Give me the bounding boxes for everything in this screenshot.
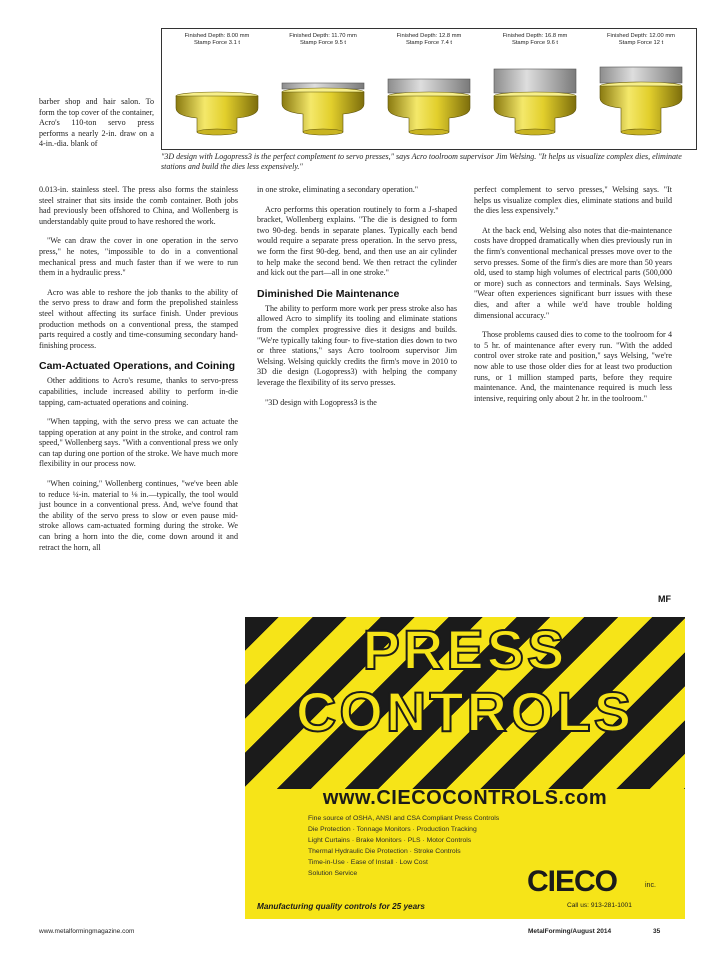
ad-headline-press: PRESS [362, 618, 568, 681]
ad-headline-controls: CONTROLS [295, 680, 635, 743]
die-base [515, 129, 555, 135]
stage-force-label: Stamp Force 12 t [618, 40, 664, 46]
die-bowl [282, 92, 364, 132]
paragraph: Those problems caused dies to come to the toolroom for 4 to 5 hr. of maintenance after every run. "With the added control over stroke rate and position," says Welsing, "we're now able to use those older dies for at least two production runs, or 1 million stamped parts, before they require maintenance. And, the maintenance required is much less intensive, requiring only about 2 hr. in the toolroom." [474, 330, 672, 403]
stage-depth-label: Finished Depth: 16.8 mm [502, 33, 568, 39]
paragraph: Acro performs this operation routinely to form a J-shaped bracket, Wollenberg explains. "The die is designed to form two 90-deg. bends in separate planes. Typically each bend would require a separate press operation. In the servo press, we form the first 90-deg. bend, and then use an air cylinder to help make the second bend. We then retract the cylinder and kick out the part—all in one stroke." [257, 204, 457, 278]
paragraph: perfect complement to servo presses," Welsing says. "It helps us visualize complex dies, eliminate stations and build the dies less expensively." [474, 185, 672, 216]
ad-feature-line: Time-in-Use · Ease of Install · Low Cost [308, 859, 428, 866]
paragraph: At the back end, Welsing also notes that die-maintenance costs have dropped dramatically when dies previously run in the firm's conventional mechanical presses move over to the servo presses. Some of the firm's dies are more than 50 years old, used to stamp high volumes of electrical parts (500,000 or more) such as connectors and terminals. Says Welsing, "Wear often experiences significant burr issues with these dies, and after a while we'd have trouble holding dimensional accuracy." [474, 225, 672, 320]
stage-force-label: Stamp Force 9.6 t [511, 40, 559, 46]
die-stage-shape [378, 49, 480, 143]
stage-depth-label: Finished Depth: 12.00 mm [607, 33, 675, 39]
paragraph: barber shop and hair salon. To form the top cover of the container, Acro's 110-ton servo press performs a nearly 2-in. draw on a 4-in.-dia. blank of [39, 97, 154, 149]
ad-feature-line: Die Protection · Tonnage Monitors · Production Tracking [308, 826, 477, 833]
column-1-top [39, 97, 154, 150]
paragraph: "3D design with Logopress3 is the [265, 397, 377, 407]
die-stage [590, 33, 692, 145]
stage-force-label: Stamp Force 9.5 t [299, 40, 347, 46]
paragraph: in one stroke, eliminating a secondary operation." [257, 185, 419, 194]
column-2 [257, 185, 457, 417]
die-top-section [388, 79, 470, 93]
die-bowl [494, 96, 576, 132]
section-heading: Cam-Actuated Operations, and Coining [39, 360, 236, 373]
die-design-figure [161, 28, 697, 150]
die-stage [484, 33, 586, 145]
stage-force-label: Stamp Force 7.4 t [405, 40, 453, 46]
die-base [197, 129, 237, 135]
press-controls-ad[interactable] [245, 617, 685, 919]
paragraph: "We can draw the cover in one operation in the servo press," he notes, "impossible to do in a conventional mechanical press and much faster than if we were to run them in a hydraulic press." [39, 236, 238, 278]
stage-force-label: Stamp Force 3.1 t [193, 40, 241, 46]
section-heading: Diminished Die Maintenance [257, 287, 400, 300]
die-top-section [494, 69, 576, 93]
stage-label [484, 33, 586, 47]
paragraph: "When tapping, with the servo press we can actuate the tapping operation at any point in the stroke, and control ram speed," Wollenberg says. "With a conventional press we only can tap during one portion of the stroke. We have much more flexibility in our process now. [39, 417, 238, 469]
die-stage-shape [166, 49, 268, 143]
die-base [303, 129, 343, 135]
die-stage-shape [484, 49, 586, 143]
ad-feature-line: Light Curtains · Brake Monitors · PLS · Motor Controls [308, 837, 472, 844]
footer-issue: MetalForming/August 2014 [528, 928, 612, 935]
stage-depth-label: Finished Depth: 8.00 mm [184, 33, 250, 39]
paragraph: "When coining," Wollenberg continues, "we've been able to reduce ¼-in. material to ⅛ in.—typically, the tool would just bounce in a conventional press. And, we've found that the ability of the servo press to slow or even pause mid-stroke allows cam-actuated forming during the stroke. We can bring a horn into the die, come down around it and retract the horn, all [39, 479, 238, 552]
die-bowl [176, 96, 258, 132]
cieco-logo-inc: inc. [645, 882, 656, 889]
stage-label [166, 33, 268, 47]
die-stage [166, 33, 268, 145]
ad-feature-line: Fine source of OSHA, ANSI and CSA Compliant Press Controls [308, 815, 500, 822]
stage-depth-label: Finished Depth: 11.70 mm [289, 33, 357, 39]
paragraph: The ability to perform more work per press stroke also has allowed Acro to simplify its tooling and eliminate stations from the complex progressive dies it designs and builds. "We're typically taking four- to five-station dies down to two or three stations," says Acro toolroom supervisor Jim Welsing. Welsing quickly credits the firm's move in 2010 to 3D die design (Logopress3) with helping the company leverage the flexibility of its servo presses. [257, 303, 457, 387]
cieco-logo: CIECO [527, 865, 618, 898]
paragraph: 0.013-in. stainless steel. The press also forms the stainless steel strainer that sits inside the comb container. Both jobs had previously been offshored to China, and Wollenberg is understandably quite proud to have reshored the work. [39, 185, 238, 226]
die-bowl [600, 86, 682, 132]
die-base [409, 129, 449, 135]
die-top-section [600, 67, 682, 83]
die-bowl [388, 96, 470, 132]
column-1 [39, 185, 238, 562]
die-stage [272, 33, 374, 145]
die-stage-shape [590, 49, 692, 143]
ad-phone: Call us: 913-281-1001 [567, 902, 632, 909]
stage-label [590, 33, 692, 47]
stage-depth-label: Finished Depth: 12.8 mm [396, 33, 462, 39]
column-3 [474, 185, 672, 413]
ad-feature-line: Solution Service [308, 870, 358, 877]
ad-url[interactable]: www.CIECOCONTROLS.com [322, 787, 608, 809]
footer-website: www.metalformingmagazine.com [39, 928, 135, 935]
die-base [621, 129, 661, 135]
paragraph: Other additions to Acro's resume, thanks to servo-press capabilities, include increased ability to perform in-die tapping, cam-actuated operations and coining. [39, 376, 238, 407]
stage-label [272, 33, 374, 47]
ad-tagline: Manufacturing quality controls for 25 years [257, 902, 425, 911]
page-number: 35 [653, 928, 661, 935]
end-mark: MF [658, 594, 671, 604]
paragraph: Acro was able to reshore the job thanks to the ability of the servo press to draw and form the prepolished stainless steel without affecting its surface finish. Under previous production methods on a conventional press, the stamped parts required a costly and time-consuming secondary hand-finishing process. [39, 287, 238, 350]
figure-caption: "3D design with Logopress3 is the perfect complement to servo presses," says Acro toolroom supervisor Jim Welsing. "It helps us visualize complex dies, eliminate stations and build the dies less expensively." [161, 152, 682, 171]
stage-label [378, 33, 480, 47]
die-stage [378, 33, 480, 145]
ad-feature-line: Thermal Hydraulic Die Protection · Stroke Controls [308, 848, 461, 855]
die-stage-shape [272, 49, 374, 143]
